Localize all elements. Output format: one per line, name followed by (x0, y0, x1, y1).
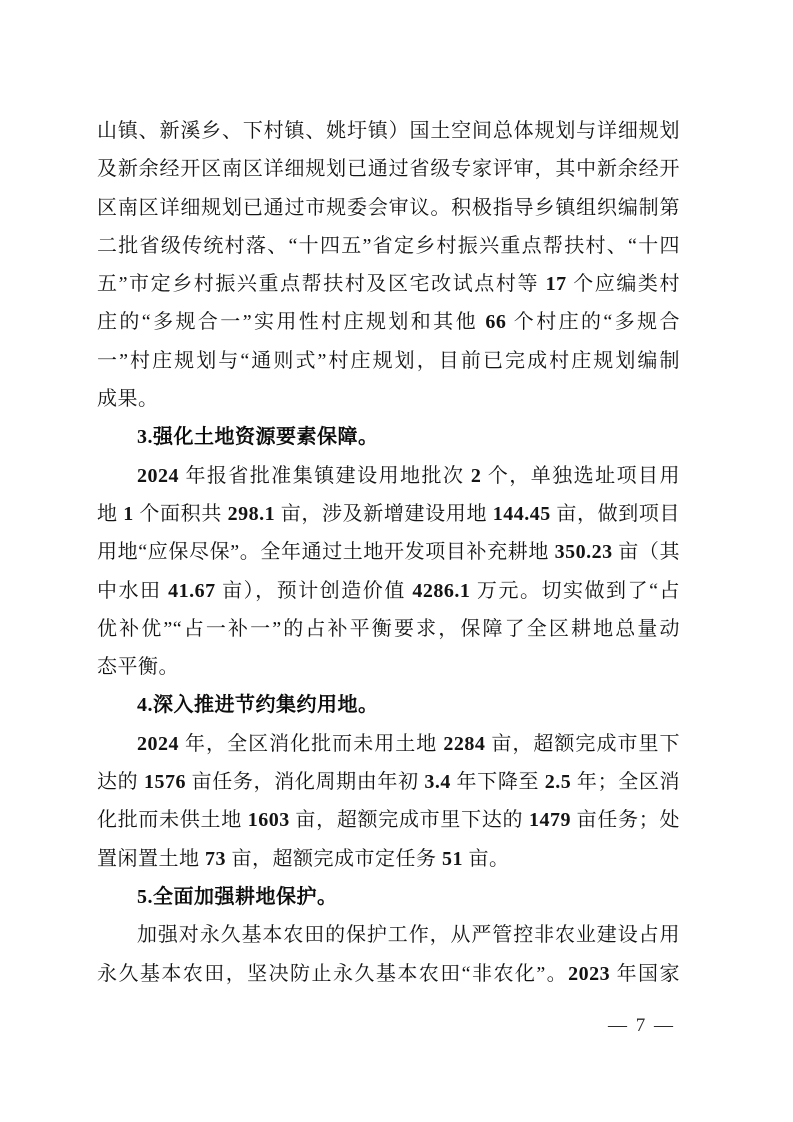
bold-number: 41.67 (168, 579, 216, 602)
text-segment: 态平衡。 (97, 656, 179, 679)
text-segment: 亩，超额完成市里下 (485, 732, 680, 755)
document-body (97, 112, 680, 993)
bold-number: 2 (470, 464, 482, 487)
text-segment: 个面积共 (133, 502, 228, 525)
text-segment: 区南区详细规划已通过市规委会审议。积极指导乡镇组织编制第 (97, 196, 680, 219)
text-segment: 二批省级传统村落、“十四五”省定乡村振兴重点帮扶村、“十四 (97, 234, 680, 257)
text-line (97, 227, 680, 265)
text-line (97, 686, 680, 724)
text-line (97, 495, 680, 533)
bold-number: 2024 (137, 732, 179, 755)
paragraph (97, 112, 680, 418)
bold-number: 51 (442, 847, 463, 870)
text-line (97, 342, 680, 380)
text-segment: 亩任务；处 (570, 809, 680, 832)
text-segment: 亩，超额完成市定任务 (226, 847, 442, 870)
text-segment: 成果。 (97, 388, 159, 411)
text-segment: 亩），预计创造价值 (215, 579, 413, 602)
bold-number: 4.深入推进节约集约用地。 (137, 694, 379, 717)
text-segment: 置闲置土地 (97, 847, 205, 870)
text-line (97, 878, 680, 916)
bold-number: 2023 (568, 962, 611, 985)
bold-number: 3.强化土地资源要素保障。 (137, 426, 379, 449)
text-line (97, 457, 680, 495)
text-segment: 年下降至 (450, 771, 545, 794)
text-line (97, 725, 680, 763)
bold-number: 66 (485, 311, 507, 334)
text-segment: 加强对永久基本农田的保护工作，从严管控非农业建设占用 (137, 924, 680, 947)
bold-number: 298.1 (227, 502, 276, 525)
text-line (97, 572, 680, 610)
text-line (97, 533, 680, 571)
text-segment: 年报省批准集镇建设用地批次 (179, 464, 471, 487)
text-segment: 亩任务，消化周期由年初 (185, 771, 425, 794)
text-segment: 年，全区消化批而未用土地 (179, 732, 444, 755)
text-segment: 五”市定乡村振兴重点帮扶村及区宅改试点村等 (97, 273, 546, 296)
paragraph (97, 457, 680, 687)
bold-number: 2.5 (544, 771, 572, 794)
text-segment: 化批而未供土地 (97, 809, 248, 832)
text-segment: 地 (97, 502, 124, 525)
text-line (97, 610, 680, 648)
bold-number: 17 (545, 273, 567, 296)
section-heading (97, 418, 680, 456)
bold-number: 1576 (143, 771, 186, 794)
bold-number: 4286.1 (412, 579, 471, 602)
text-segment: 年国家 (610, 962, 680, 985)
text-segment: 亩，超额完成市里下达的 (289, 809, 529, 832)
text-line (97, 380, 680, 418)
text-line (97, 763, 680, 801)
text-segment: 庄的“多规合一”实用性村庄规划和其他 (97, 311, 486, 334)
text-segment: 亩（其 (612, 541, 680, 564)
text-segment: 个，单独选址项目用 (481, 464, 680, 487)
text-segment: 山镇、新溪乡、下村镇、姚圩镇）国土空间总体规划与详细规划 (97, 120, 680, 142)
text-segment: 及新余经开区南区详细规划已通过省级专家评审，其中新余经开 (97, 158, 680, 181)
text-line (97, 916, 680, 954)
text-segment: 亩，涉及新增建设用地 (275, 502, 493, 525)
text-line (97, 801, 680, 839)
text-segment: 中水田 (97, 579, 169, 602)
text-line (97, 418, 680, 456)
text-line (97, 150, 680, 188)
text-line (97, 648, 680, 686)
paragraph (97, 725, 680, 878)
bold-number: 2284 (443, 732, 486, 755)
bold-number: 1 (123, 502, 134, 525)
text-segment: 永久基本农田，坚决防止永久基本农田“非农化”。 (97, 962, 569, 985)
text-line (97, 955, 680, 993)
bold-number: 3.4 (424, 771, 451, 794)
section-heading (97, 686, 680, 724)
text-line (97, 112, 680, 150)
text-line (97, 265, 680, 303)
text-segment: 一”村庄规划与“通则式”村庄规划，目前已完成村庄规划编制 (97, 349, 680, 372)
paragraph (97, 916, 680, 993)
page-number: — 7 — (608, 1015, 675, 1036)
text-line (97, 840, 680, 878)
text-segment: 用地“应保尽保”。全年通过土地开发项目补充耕地 (97, 541, 555, 564)
bold-number: 5.全面加强耕地保护。 (137, 885, 338, 908)
bold-number: 2024 (137, 464, 179, 487)
text-segment: 亩，做到项目 (550, 502, 680, 525)
text-segment: 优补优”“占一补一”的占补平衡要求，保障了全区耕地总量动 (97, 617, 680, 640)
text-line (97, 303, 680, 341)
text-segment: 个应编类村 (566, 273, 680, 296)
bold-number: 350.23 (554, 541, 613, 564)
bold-number: 144.45 (492, 502, 551, 525)
text-segment: 个村庄的“多规合 (506, 311, 680, 334)
text-segment: 万元。切实做到了“占 (470, 579, 680, 602)
bold-number: 1479 (528, 809, 571, 832)
section-heading (97, 878, 680, 916)
text-line (97, 189, 680, 227)
text-segment: 达的 (97, 771, 144, 794)
bold-number: 1603 (247, 809, 290, 832)
bold-number: 73 (205, 847, 226, 870)
text-segment: 亩。 (463, 847, 510, 870)
text-segment: 年；全区消 (571, 771, 680, 794)
